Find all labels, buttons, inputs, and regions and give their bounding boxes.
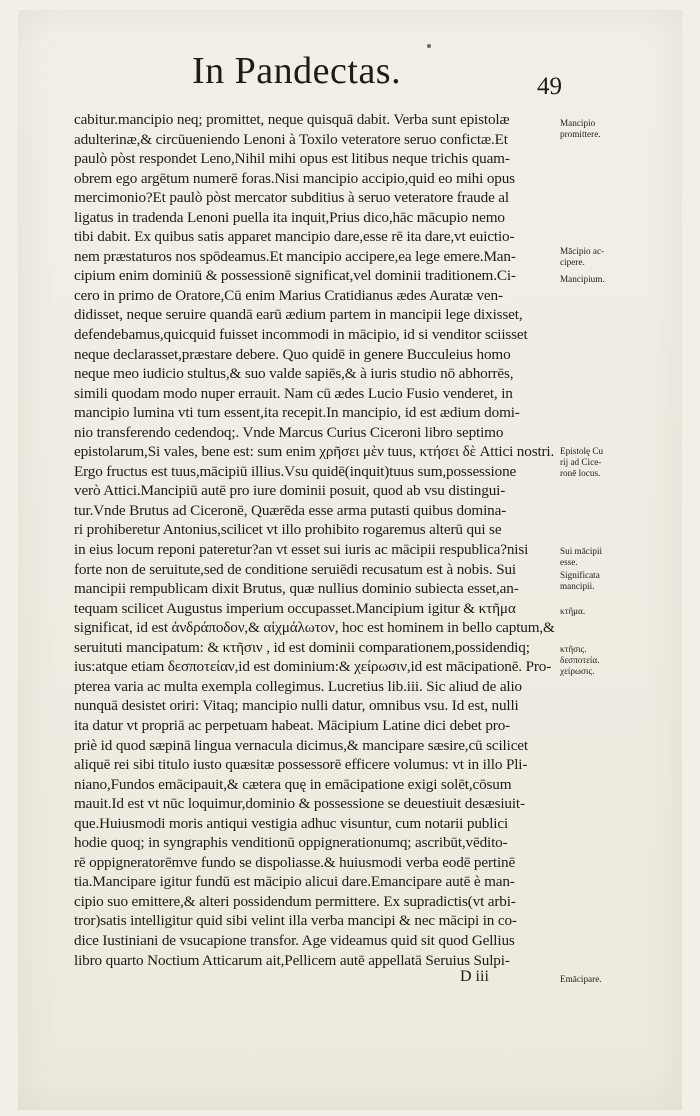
- text-line: pterea varia ac multa exempla collegimus. Lucretius lib.iii. Sic aliud de alio: [74, 677, 522, 695]
- marginal-note-line: Sui mācipii: [560, 546, 603, 556]
- text-line: niano,Fundos emācipauit,& cætera quę in emācipatione exigi solēt,cōsum: [74, 775, 512, 793]
- marginal-note: [560, 974, 670, 985]
- text-line: epistolarum,Si vales, bene est: sum enim χρῆσει μὲν tuus, κτήσει δὲ Attici nostri.: [74, 443, 555, 461]
- text-line: in eius locum reponi pateretur?an vt esset sui iuris ac mācipii respublica?nisi: [74, 541, 529, 559]
- text-line: neque meo iudicio stultus,& suo valde sapiēs,& à iuris studio nō abhorrēs,: [74, 365, 514, 383]
- ink-spot: [427, 44, 431, 48]
- marginal-note: [560, 570, 670, 592]
- marginal-note-line: κτῆσις.: [560, 644, 587, 654]
- page-number: 49: [537, 73, 562, 100]
- text-line: cipium enim dominiū & possessionē significat,vel dominii traditionem.Ci-: [74, 267, 516, 285]
- marginal-note-line: Mancipio: [560, 118, 596, 128]
- marginal-note-line: esse.: [560, 557, 578, 567]
- marginal-note: [560, 118, 670, 140]
- text-line: rē oppigneratorēmve fundo se dispoliasse.& huiusmodi verba eodē pertinē: [74, 853, 516, 871]
- marginal-note: [560, 606, 670, 617]
- text-line: paulò pòst respondet Leno,Nihil mihi opus est litibus neque trichis quam-: [74, 150, 510, 168]
- marginal-note-line: Mācipio ac-: [560, 246, 605, 256]
- text-line: nunquā desistet oriri: Vitaq; mancipio nulli datur, omnibus vsu. Id est, nulli: [74, 697, 519, 715]
- marginal-note: [560, 446, 670, 479]
- marginal-note-line: cipere.: [560, 257, 585, 267]
- body-text: [74, 110, 558, 970]
- marginal-notes: [560, 110, 670, 984]
- marginal-note: [560, 546, 670, 568]
- marginal-note-line: κτῆμα.: [560, 606, 586, 616]
- marginal-note-line: mancipii.: [560, 581, 595, 591]
- text-line: mancipii rempublicam dixit Brutus, quæ nullius dominio subiecta esset,an-: [74, 580, 519, 598]
- running-head: In Pandectas.: [192, 50, 402, 92]
- text-line: ita datur vt propriā ac perpetuam habeat. Mācipium Latine dici debet pro-: [74, 716, 511, 734]
- text-line: significat, id est ἀνδράποδον,& αἰχμάλωτον, hoc est hominem in bello captum,&: [74, 619, 555, 637]
- text-line: adulterinæ,& circūueniendo Lenoni à Toxilo veteratore seruo confictæ.Et: [74, 130, 508, 148]
- marginal-note-line: Emācipare.: [560, 974, 602, 984]
- marginal-note-line: χείρωσις.: [560, 666, 595, 676]
- marginal-note: [560, 644, 670, 677]
- text-line: mancipio lumina vti tum essent,ita recepit.In mancipio, id est ædium domi-: [74, 404, 520, 422]
- marginal-note-line: Mancipium.: [560, 274, 605, 284]
- marginal-note-line: promittere.: [560, 129, 601, 139]
- text-line: nem præstaturos nos spōdeamus.Et mancipio accipere,ea lege emere.Man-: [74, 247, 516, 265]
- text-line: nio transferendo cedendoq;. Vnde Marcus Curius Ciceroni libro septimo: [74, 423, 504, 441]
- text-line: simili quodam modo nuper errauit. Nam cū ædes Lucio Fusio venderet, in: [74, 384, 513, 402]
- text-line: defendebamus,quicquid fuisset incommodi in mācipio, id si venditor sciisset: [74, 326, 528, 344]
- marginal-note-line: Epistolę Cu: [560, 446, 604, 456]
- text-line: tequam scilicet Augustus imperium occupasset.Mancipium igitur & κτῆμα: [74, 599, 516, 617]
- marginal-note-line: δεσποτεία.: [560, 655, 600, 665]
- marginal-note-line: Significata: [560, 570, 600, 580]
- text-line: priè id quod sæpinā lingua vernacula dicimus,& mancipare sæsire,cū scilicet: [74, 736, 528, 754]
- signature-mark: D iii: [460, 968, 489, 985]
- text-line: dice Iustiniani de vsucapione transfor. Age videamus quid sit quod Gellius: [74, 931, 515, 949]
- text-line: tibi dabit. Ex quibus satis apparet mancipio dare,esse rē ita dare,vt euictio-: [74, 228, 515, 246]
- text-line: hodie quoq; in syngraphis venditionū oppignerationumq; ascribūt,vēdito-: [74, 834, 508, 852]
- text-line: obrem ego argētum numerē foras.Nisi mancipio accipio,quid eo mihi opus: [74, 169, 515, 187]
- text-line: cipio suo emittere,& alteri possidendum permittere. Ex supradictis(vt arbi-: [74, 892, 516, 910]
- text-line: aliquē rei sibi titulo iusto quæsitæ possessorē efficere volumus: vt in illo Pli-: [74, 756, 528, 774]
- text-line: verò Attici.Mancipiū autē pro iure dominii posuit, quod ab vsu distingui-: [74, 482, 506, 500]
- text-line: ri prohiberetur Antonius,scilicet vt illo prohibito rogaremus alterū qui se: [74, 521, 502, 539]
- book-page: [18, 10, 682, 1110]
- text-line: forte non de seruitute,sed de conditione seruiēdi recusatum est à nobis. Sui: [74, 560, 517, 578]
- text-line: cabitur.mancipio neq; promittet, neque quisquā dabit. Verba sunt epistolæ: [74, 111, 510, 128]
- marginal-note: [560, 274, 670, 285]
- marginal-note: [560, 246, 670, 268]
- text-line: cero in primo de Oratore,Cū enim Marius Cratidianus ædes Auratæ ven-: [74, 286, 503, 304]
- text-line: Ergo fructus est tuus,mācipiū illius.Vsu quidē(inquit)tuus sum,possessione: [74, 462, 517, 480]
- marginal-note-line: rij ad Cice-: [560, 457, 602, 467]
- text-line: libro quarto Noctium Atticarum ait,Pellicem autē appellatā Seruius Sulpi-: [74, 951, 510, 969]
- text-line: mercimonio?Et paulò pòst mercator subditius à seruo veteratore fraude al: [74, 189, 509, 207]
- text-line: tia.Mancipare igitur fundū est mācipio alicui dare.Emancipare autē è man-: [74, 873, 515, 891]
- text-line: que.Huiusmodi moris antiqui vestigia adhuc visuntur, cum notarii publici: [74, 814, 509, 832]
- text-line: neque declarasset,præstare debere. Quo quidē in genere Bucculeius homo: [74, 345, 511, 363]
- text-line: mauit.Id est vt nūc loquimur,dominio & possessione se deuestiuit desæsiuit-: [74, 795, 525, 813]
- text-line: tror)satis intelligitur quid sibi velint illa verba mancipi & nec mācipi in co-: [74, 912, 517, 930]
- text-line: seruituti mancipatum: & κτῆσιν , id est dominii comparationem,possidendiq;: [74, 638, 530, 656]
- text-line: ligatus in tradenda Lenoni puella ita inquit,Prius dico,hāc mācupio nemo: [74, 208, 505, 226]
- text-line: tur.Vnde Brutus ad Ciceronē, Quærēda esse arma putasti quibus domina-: [74, 501, 507, 519]
- marginal-note-line: ronē locus.: [560, 468, 601, 478]
- text-line: didisset, neque seruire quandā earū ædium partem in mancipii lege dixisset,: [74, 306, 523, 324]
- text-line: ius:atque etiam δεσποτείαν,id est dominium:& χείρωσιν,id est mācipationē. Pro-: [74, 658, 552, 676]
